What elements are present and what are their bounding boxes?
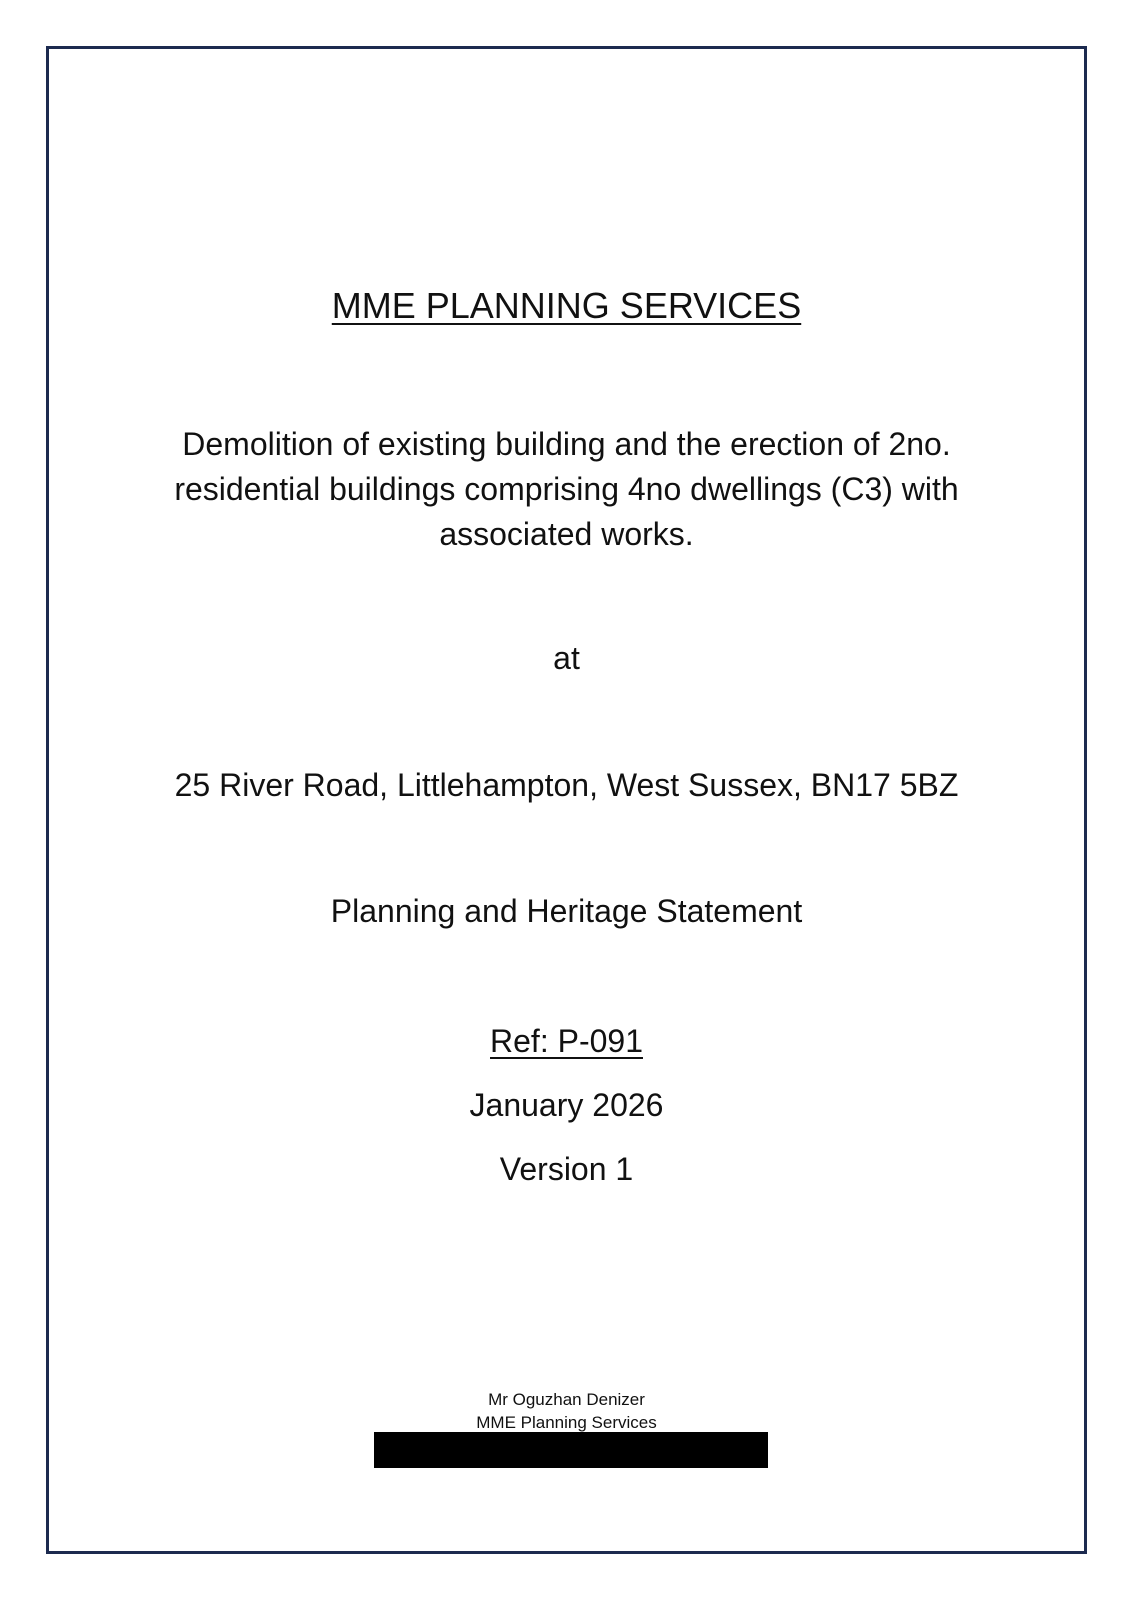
- description-line-3: associated works.: [439, 516, 694, 552]
- author-block: [46, 1388, 1087, 1434]
- document-date: January 2026: [469, 1087, 664, 1123]
- author-company: MME Planning Services: [476, 1413, 657, 1432]
- location-connector: at: [553, 640, 580, 676]
- document-title: Planning and Heritage Statement: [330, 893, 803, 929]
- description-line-2: residential buildings comprising 4no dwellings (C3) with: [174, 471, 959, 507]
- company-heading: MME PLANNING SERVICES: [331, 285, 802, 326]
- site-address: 25 River Road, Littlehampton, West Sussex, BN17 5BZ: [174, 767, 959, 803]
- author-name: Mr Oguzhan Denizer: [488, 1390, 645, 1409]
- description-line-1: Demolition of existing building and the erection of 2no.: [182, 426, 951, 462]
- redaction-bar: [374, 1432, 768, 1468]
- project-description: [46, 422, 1087, 557]
- reference-number: Ref: P-091: [490, 1023, 643, 1059]
- document-version: Version 1: [499, 1151, 634, 1187]
